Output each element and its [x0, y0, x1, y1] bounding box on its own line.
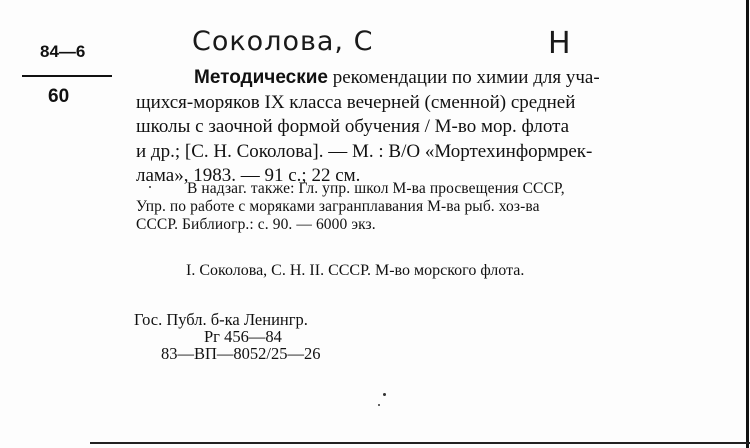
handwritten-letter: Н: [548, 26, 572, 61]
ink-speck: [378, 404, 380, 406]
stamp-line-1: Гос. Публ. б-ка Ленингр.: [134, 310, 308, 329]
note-line-1: В надзаг. также: Гл. упр. школ М-ва просвещения СССР,: [187, 180, 565, 197]
entry-line-2: щихся-моряков IX класса вечерней (сменной) средней: [136, 91, 576, 113]
ink-speck: [383, 393, 386, 396]
handwritten-author-name: Соколова, С: [192, 26, 374, 57]
stamp-line-2: Рг 456—84: [204, 327, 282, 346]
entry-line-4: и др.; [С. Н. Соколова]. — М. : В/О «Мортехинформрек-: [136, 140, 593, 162]
entry-title-rest: рекомендации по химии для уча-: [327, 67, 600, 88]
shelfmark-top: 84—6: [40, 42, 86, 61]
note-line-3: СССР. Библиогр.: с. 90. — 6000 экз.: [136, 216, 376, 233]
entry-line-1: [136, 66, 730, 91]
shelfmark-divider: [22, 75, 112, 77]
entry-title-bold: Методические: [194, 67, 328, 88]
shelfmark-bottom: 60: [48, 86, 70, 107]
bibliographic-entry: [136, 66, 730, 189]
stamp-line-3: 83—ВП—8052/25—26: [161, 344, 321, 363]
ink-speck: [149, 186, 151, 188]
entry-line-3: школы с заочной формой обучения / М-во мор. флота: [136, 116, 570, 137]
card-right-border: [746, 0, 749, 448]
library-stamp: [134, 311, 321, 362]
entry-line-5: лама», 1983. — 91 с.; 22 см.: [136, 165, 361, 186]
tracings: I. Соколова, С. Н. II. СССР. М-во морского флота.: [186, 262, 525, 279]
card-bottom-border: [90, 442, 750, 444]
note-line-2: Упр. по работе с моряками загранплавания М-ва рыб. хоз-ва: [136, 198, 540, 215]
bibliographic-note: [136, 180, 726, 234]
